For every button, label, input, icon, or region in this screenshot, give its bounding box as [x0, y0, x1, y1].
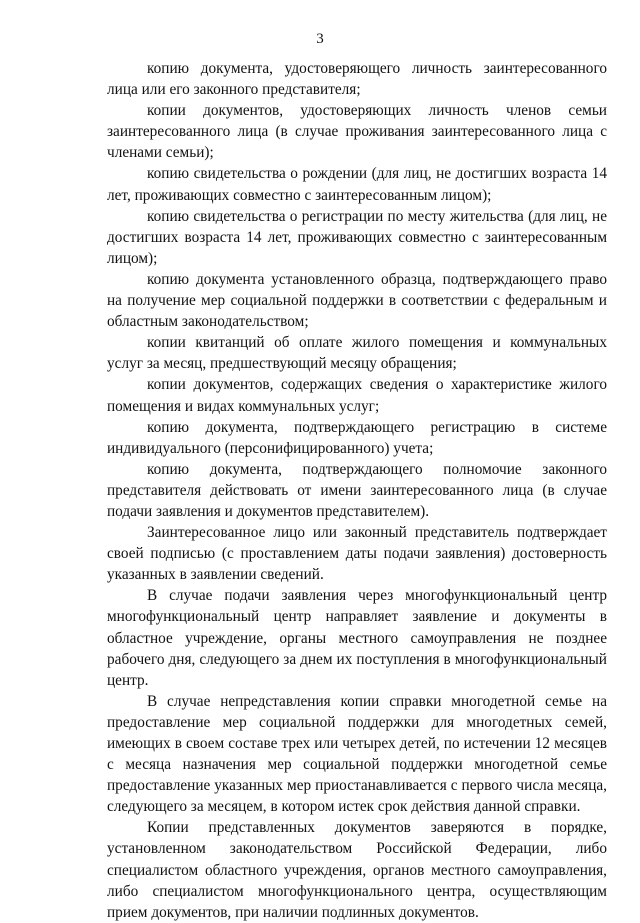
paragraph: копию документа, удостоверяющего личность заинтересованного лица или его законного представителя;: [107, 60, 607, 99]
paragraph: В случае подачи заявления через многофункциональный центр многофункциональный центр направляет заявление и документы в областное учреждение, органы местного самоуправления не позднее рабочего дня, следующего за днем их поступления в многофункциональный центр.: [107, 587, 607, 689]
document-body: [107, 58, 607, 923]
paragraph: Заинтересованное лицо или законный представитель подтверждает своей подписью (с проставлением даты подачи заявления) достоверность указанных в заявлении сведений.: [107, 524, 607, 584]
paragraph: Копии представленных документов заверяются в порядке, установленном законодательством Российской Федерации, либо специалистом областного учреждения, органов местного самоуправления, либо специалистом многофункционального центра, осуществляющим прием документов, при наличии подлинных документов.: [107, 819, 607, 921]
page-number: 3: [316, 31, 324, 47]
paragraph: копию свидетельства о рождении (для лиц, не достигших возраста 14 лет, проживающих совместно с заинтересованным лицом);: [107, 165, 607, 204]
paragraph: В случае непредставления копии справки многодетной семье на предоставление мер социальной поддержки для многодетных семей, имеющих в своем составе трех или четырех детей, по истечении 12 месяцев с месяца назначения мер социальной поддержки многодетной семье предоставление указанных мер приостанавливается с первого числа месяца, следующего за месяцем, в котором истек срок действия данной справки.: [107, 692, 607, 816]
paragraph: копию документа установленного образца, подтверждающего право на получение мер социальной поддержки в соответствии с федеральным и областным законодательством;: [107, 270, 607, 331]
paragraph: копии квитанций об оплате жилого помещения и коммунальных услуг за месяц, предшествующий месяцу обращения;: [107, 334, 607, 373]
paragraph: копию документа, подтверждающего полномочие законного представителя действовать от имени заинтересованного лица (в случае подачи заявления и документов представителем).: [107, 460, 607, 520]
paragraph: копию свидетельства о регистрации по месту жительства (для лиц, не достигших возраста 14 лет, проживающих совместно с заинтересованным лицом);: [107, 207, 607, 267]
paragraph: копии документов, удостоверяющих личность членов семьи заинтересованного лица (в случае проживания заинтересованного лица с членами семьи);: [107, 102, 607, 162]
paragraph: копию документа, подтверждающего регистрацию в системе индивидуального (персонифицированного) учета;: [107, 418, 607, 457]
paragraph: копии документов, содержащих сведения о характеристике жилого помещения и видах коммунальных услуг;: [107, 376, 607, 415]
